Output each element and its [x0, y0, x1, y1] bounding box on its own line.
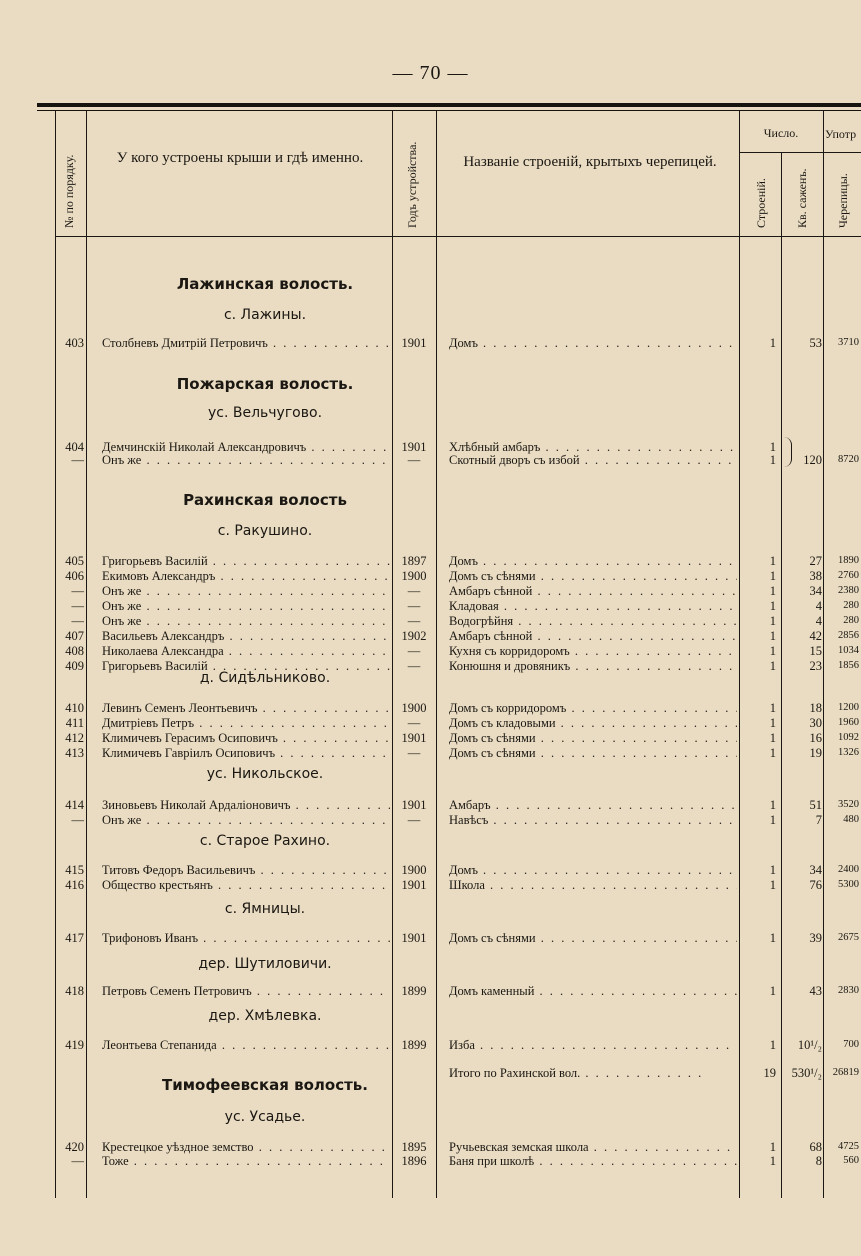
tiles-cell: 1960	[838, 717, 859, 728]
count-cell: 1	[769, 701, 776, 715]
owner-cell: Дмитрiевъ Петръ . . .	[102, 715, 390, 731]
tiles-cell: 1890	[838, 555, 859, 566]
year-cell: —	[407, 716, 421, 730]
area-cell: 120	[803, 453, 822, 467]
count-cell: 1	[769, 863, 776, 877]
year-cell: —	[407, 584, 421, 598]
owner-cell: Григорьевъ Василій . . .	[102, 553, 390, 569]
row-number: 409	[65, 659, 84, 673]
count-cell: 1	[769, 1038, 776, 1052]
total-area: 530¹/₂	[791, 1066, 822, 1080]
tiles-cell: 2856	[838, 630, 859, 641]
area-cell: 10¹/₂	[797, 1038, 822, 1052]
volost-title: Лажинская волость.	[176, 275, 354, 293]
count-cell: 1	[769, 813, 776, 827]
row-number: 419	[65, 1038, 84, 1052]
row-number: —	[71, 584, 84, 598]
area-cell: 53	[809, 336, 822, 350]
building-cell: Амбаръ . . .	[449, 797, 737, 813]
table-row	[0, 700, 861, 716]
building-cell: Домъ съ сѣнями . . .	[449, 730, 737, 746]
owner-cell: Николаева Александра . . .	[102, 643, 390, 659]
row-number: 404	[65, 440, 84, 454]
count-cell: 1	[769, 584, 776, 598]
table-row	[0, 730, 861, 746]
owner-cell: Левинъ Семенъ Леонтьевичъ . . .	[102, 700, 390, 716]
total-tiles: 26819	[832, 1067, 859, 1078]
owner-cell: Демчинскій Николай Александровичъ . . .	[102, 439, 390, 455]
building-cell: Школа . . .	[449, 877, 737, 893]
year-cell: 1895	[401, 1140, 427, 1154]
table-row	[0, 452, 861, 468]
area-cell: 51	[809, 798, 822, 812]
total-label: Итого по Рахинской вол. . . .	[449, 1065, 704, 1081]
tiles-cell: 1092	[838, 732, 859, 743]
year-cell: 1901	[401, 798, 427, 812]
count-cell: 1	[769, 569, 776, 583]
tiles-cell: 2675	[838, 932, 859, 943]
building-cell: Амбаръ сѣнной . . .	[449, 583, 737, 599]
area-cell: 76	[809, 878, 822, 892]
tiles-cell: 3710	[838, 337, 859, 348]
volost-title: Рахинская волость	[183, 491, 347, 509]
row-number: 407	[65, 629, 84, 643]
table-row	[0, 983, 861, 999]
building-cell: Кухня съ корридоромъ . . .	[449, 643, 737, 659]
area-cell: 42	[809, 629, 822, 643]
building-cell: Домъ . . .	[449, 862, 737, 878]
area-cell: 34	[809, 863, 822, 877]
count-cell: 1	[769, 336, 776, 350]
table-row	[0, 745, 861, 761]
tiles-cell: 560	[843, 1155, 859, 1166]
building-cell: Конюшня и дровяникъ . . .	[449, 658, 737, 674]
owner-cell: Екимовъ Александръ . . .	[102, 568, 390, 584]
top-rule-thick	[37, 103, 861, 107]
tiles-cell: 4725	[838, 1141, 859, 1152]
area-cell: 19	[809, 746, 822, 760]
area-cell: 4	[815, 599, 822, 613]
table-row	[0, 643, 861, 659]
building-cell: Скотный дворъ съ избой . . .	[449, 452, 737, 468]
building-cell: Ручьевская земская школа . . .	[449, 1139, 737, 1155]
area-cell: 39	[809, 931, 822, 945]
owner-cell: Онъ же . . .	[102, 812, 390, 828]
table-row	[0, 568, 861, 584]
count-cell: 1	[769, 629, 776, 643]
year-cell: —	[407, 644, 421, 658]
tiles-cell: 1200	[838, 702, 859, 713]
year-cell: 1901	[401, 931, 427, 945]
count-cell: 1	[769, 453, 776, 467]
year-cell: 1901	[401, 878, 427, 892]
year-cell: 1899	[401, 984, 427, 998]
building-cell: Хлѣбный амбаръ . . .	[449, 439, 737, 455]
row-number: 403	[65, 336, 84, 350]
count-cell: 1	[769, 614, 776, 628]
tiles-cell: 2380	[838, 585, 859, 596]
owner-cell: Зиновьевъ Николай Ардаліоновичъ . . .	[102, 797, 390, 813]
year-cell: —	[407, 599, 421, 613]
village-title: с. Старое Рахино.	[199, 833, 331, 849]
tiles-cell: 3520	[838, 799, 859, 810]
village-title: с. Ямницы.	[224, 901, 306, 917]
tiles-cell: 5300	[838, 879, 859, 890]
count-cell: 1	[769, 659, 776, 673]
count-cell: 1	[769, 731, 776, 745]
count-cell: 1	[769, 931, 776, 945]
year-cell: 1900	[401, 701, 427, 715]
village-title: дер. Шутиловичи.	[198, 956, 332, 972]
year-cell: —	[407, 746, 421, 760]
row-number: 414	[65, 798, 84, 812]
tiles-cell: 8720	[838, 454, 859, 465]
year-cell: 1896	[401, 1154, 427, 1168]
count-cell: 1	[769, 644, 776, 658]
table-row	[0, 862, 861, 878]
volost-title: Тимофеевская волость.	[162, 1076, 368, 1094]
year-cell: —	[407, 614, 421, 628]
table-row	[0, 877, 861, 893]
volost-title: Пожарская волость.	[176, 375, 354, 393]
year-cell: 1900	[401, 863, 427, 877]
row-number: —	[71, 813, 84, 827]
count-cell: 1	[769, 1154, 776, 1168]
header-count-area: Кв. саженъ.	[795, 168, 809, 228]
tiles-cell: 700	[843, 1039, 859, 1050]
area-cell: 68	[809, 1140, 822, 1154]
table-row	[0, 715, 861, 731]
page-number: — 70 —	[392, 62, 469, 84]
village-title: дер. Хмѣлевка.	[208, 1008, 322, 1024]
area-cell: 34	[809, 584, 822, 598]
row-number: 416	[65, 878, 84, 892]
tiles-cell: 2760	[838, 570, 859, 581]
building-cell: Домъ съ кладовыми . . .	[449, 715, 737, 731]
year-cell: —	[407, 813, 421, 827]
row-number: —	[71, 453, 84, 467]
tiles-cell: 1856	[838, 660, 859, 671]
total-row	[0, 1065, 861, 1081]
row-number: 420	[65, 1140, 84, 1154]
count-cell: 1	[769, 440, 776, 454]
count-cell: 1	[769, 984, 776, 998]
building-cell: Водогрѣйня . . .	[449, 613, 737, 629]
owner-cell: Онъ же . . .	[102, 613, 390, 629]
table-row	[0, 658, 861, 674]
building-cell: Изба . . .	[449, 1037, 737, 1053]
header-used: Употр	[825, 127, 857, 141]
table-row	[0, 1153, 861, 1169]
building-cell: Домъ съ сѣнями . . .	[449, 930, 737, 946]
building-cell: Домъ съ сѣнями . . .	[449, 745, 737, 761]
header-no: № по порядку.	[62, 154, 76, 228]
count-cell: 1	[769, 798, 776, 812]
tiles-cell: 1326	[838, 747, 859, 758]
year-cell: 1902	[401, 629, 427, 643]
row-number: —	[71, 599, 84, 613]
village-title: ус. Вельчугово.	[207, 405, 323, 421]
count-cell: 1	[769, 1140, 776, 1154]
table-row	[0, 613, 861, 629]
header-year: Годъ устройства.	[405, 141, 419, 228]
owner-cell: Столбневъ Дмитрій Петровичъ . . .	[102, 335, 390, 351]
area-cell: 15	[809, 644, 822, 658]
row-number: 406	[65, 569, 84, 583]
row-number: —	[71, 614, 84, 628]
building-cell: Домъ . . .	[449, 553, 737, 569]
year-cell: 1901	[401, 440, 427, 454]
building-cell: Домъ съ корридоромъ . . .	[449, 700, 737, 716]
table-row	[0, 930, 861, 946]
area-cell: 7	[815, 813, 822, 827]
building-cell: Домъ каменный . . .	[449, 983, 737, 999]
header-used-tiles: Черепицы.	[836, 173, 850, 228]
table-row	[0, 628, 861, 644]
owner-cell: Общество крестьянъ . . .	[102, 877, 390, 893]
table-row	[0, 812, 861, 828]
owner-cell: Григорьевъ Василій . . .	[102, 658, 390, 674]
owner-cell: Онъ же . . .	[102, 598, 390, 614]
building-cell: Навѣсъ . . .	[449, 812, 737, 828]
village-title: с. Лажины.	[223, 307, 307, 323]
owner-cell: Петровъ Семенъ Петровичъ . . .	[102, 983, 390, 999]
year-cell: —	[407, 453, 421, 467]
header-building: Названіе строеній, крытыхъ черепицей.	[463, 154, 717, 170]
header-owner: У кого устроены крыши и гдѣ именно.	[116, 150, 364, 166]
tiles-cell: 280	[843, 615, 859, 626]
year-cell: 1901	[401, 336, 427, 350]
row-number: —	[71, 1154, 84, 1168]
area-cell: 43	[809, 984, 822, 998]
area-cell: 4	[815, 614, 822, 628]
count-cell: 1	[769, 716, 776, 730]
year-cell: 1899	[401, 1038, 427, 1052]
building-cell: Амбаръ сѣнной . . .	[449, 628, 737, 644]
year-cell: 1901	[401, 731, 427, 745]
table-row	[0, 583, 861, 599]
count-cell: 1	[769, 746, 776, 760]
row-number: 418	[65, 984, 84, 998]
area-cell: 18	[809, 701, 822, 715]
table-row	[0, 335, 861, 351]
row-number: 410	[65, 701, 84, 715]
row-number: 405	[65, 554, 84, 568]
tiles-cell: 1034	[838, 645, 859, 656]
owner-cell: Трифоновъ Иванъ . . .	[102, 930, 390, 946]
owner-cell: Климичевъ Герасимъ Осиповичъ . . .	[102, 730, 390, 746]
owner-cell: Тоже . . .	[102, 1153, 390, 1169]
row-number: 417	[65, 931, 84, 945]
village-title: с. Ракушино.	[217, 523, 313, 539]
tiles-cell: 2400	[838, 864, 859, 875]
village-title: д. Сидѣльниково.	[199, 670, 331, 686]
count-subheader-rule	[739, 152, 861, 153]
tiles-cell: 480	[843, 814, 859, 825]
building-cell: Баня при школѣ . . .	[449, 1153, 737, 1169]
owner-cell: Титовъ Федоръ Васильевичъ . . .	[102, 862, 390, 878]
area-cell: 38	[809, 569, 822, 583]
owner-cell: Онъ же . . .	[102, 583, 390, 599]
count-cell: 1	[769, 599, 776, 613]
owner-cell: Крестецкое уѣздное земство . . .	[102, 1139, 390, 1155]
total-count: 19	[763, 1066, 776, 1080]
owner-cell: Васильевъ Александръ . . .	[102, 628, 390, 644]
row-number: 413	[65, 746, 84, 760]
area-cell: 8	[815, 1154, 822, 1168]
owner-cell: Климичевъ Гавріилъ Осиповичъ . . .	[102, 745, 390, 761]
year-cell: 1900	[401, 569, 427, 583]
year-cell: 1897	[401, 554, 427, 568]
header-count-buildings: Строеній.	[754, 178, 768, 228]
building-cell: Домъ съ сѣнями . . .	[449, 568, 737, 584]
tiles-cell: 2830	[838, 985, 859, 996]
table-row	[0, 1037, 861, 1053]
header-bottom-rule	[55, 236, 861, 237]
area-cell: 30	[809, 716, 822, 730]
year-cell: —	[407, 659, 421, 673]
table-row	[0, 598, 861, 614]
village-title: ус. Усадье.	[224, 1109, 306, 1125]
owner-cell: Онъ же . . .	[102, 452, 390, 468]
village-title: ус. Никольское.	[206, 766, 324, 782]
count-cell: 1	[769, 878, 776, 892]
row-number: 415	[65, 863, 84, 877]
top-rule-thin	[37, 110, 861, 111]
row-number: 412	[65, 731, 84, 745]
count-cell: 1	[769, 554, 776, 568]
area-cell: 16	[809, 731, 822, 745]
header-count: Число.	[763, 126, 799, 140]
area-cell: 27	[809, 554, 822, 568]
row-number: 411	[65, 716, 84, 730]
building-cell: Кладовая . . .	[449, 598, 737, 614]
owner-cell: Леонтьева Степанида . . .	[102, 1037, 390, 1053]
row-number: 408	[65, 644, 84, 658]
tiles-cell: 280	[843, 600, 859, 611]
table-row	[0, 797, 861, 813]
area-cell: 23	[809, 659, 822, 673]
table-row	[0, 553, 861, 569]
building-cell: Домъ . . .	[449, 335, 737, 351]
